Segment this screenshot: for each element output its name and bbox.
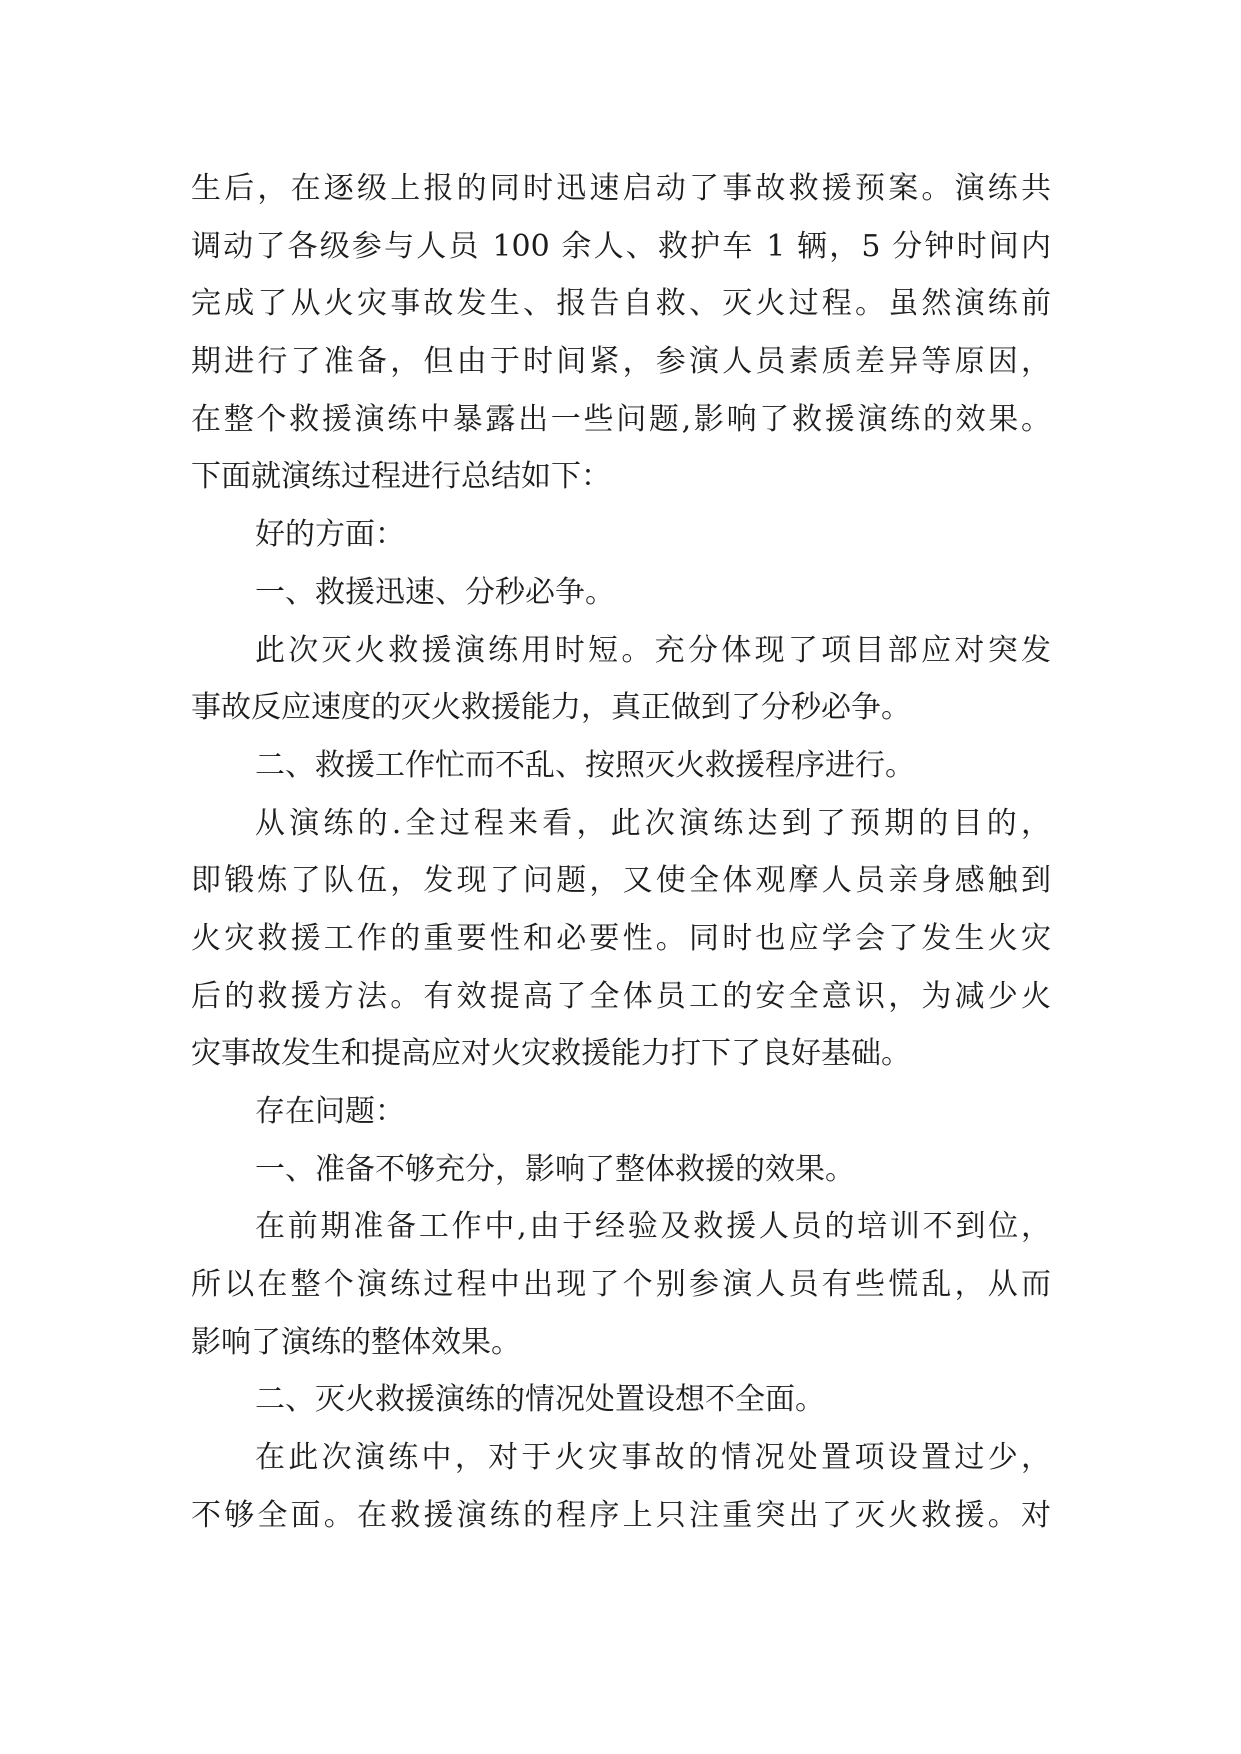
- text-line: 后的救援方法。有效提高了全体员工的安全意识，为减少火: [191, 978, 1051, 1014]
- text-line: 不够全面。在救援演练的程序上只注重突出了灭火救援。对: [191, 1497, 1051, 1533]
- text-line: 火灾救援工作的重要性和必要性。同时也应学会了发生火灾: [191, 920, 1051, 956]
- point-heading: 一、准备不够充分，影响了整体救援的效果。: [255, 1151, 855, 1187]
- text-line: 灾事故发生和提高应对火灾救援能力打下了良好基础。: [191, 1036, 911, 1072]
- section-heading-problems: 存在问题：: [255, 1094, 405, 1129]
- text-line: 在前期准备工作中,由于经验及救援人员的培训不到位，: [255, 1209, 1051, 1245]
- text-line: 即锻炼了队伍，发现了问题，又使全体观摩人员亲身感触到: [191, 863, 1051, 899]
- text-line: 此次灭火救援演练用时短。充分体现了项目部应对突发: [255, 632, 1051, 668]
- text-line: 期进行了准备，但由于时间紧，参演人员素质差异等原因，: [191, 344, 1051, 380]
- point-heading: 二、灭火救援演练的情况处置设想不全面。: [255, 1382, 825, 1418]
- text-line: 影响了演练的整体效果。: [191, 1324, 521, 1360]
- text-line: 在此次演练中，对于火灾事故的情况处置项设置过少，: [255, 1440, 1051, 1476]
- point-heading: 二、救援工作忙而不乱、按照灭火救援程序进行。: [255, 747, 915, 783]
- text-line: 调动了各级参与人员 100 余人、救护车 1 辆，5 分钟时间内: [191, 228, 1051, 264]
- point-heading: 一、救援迅速、分秒必争。: [255, 574, 615, 610]
- text-line: 从演练的.全过程来看，此次演练达到了预期的目的，: [255, 805, 1051, 841]
- section-heading-good: 好的方面：: [255, 517, 405, 553]
- text-line: 事故反应速度的灭火救援能力，真正做到了分秒必争。: [191, 690, 911, 726]
- text-line: 下面就演练过程进行总结如下：: [191, 459, 611, 495]
- text-line: 所以在整个演练过程中出现了个别参演人员有些慌乱，从而: [191, 1267, 1051, 1303]
- text-line: 完成了从火灾事故发生、报告自救、灭火过程。虽然演练前: [191, 286, 1051, 322]
- text-line: 在整个救援演练中暴露出一些问题,影响了救援演练的效果。: [191, 401, 1051, 437]
- text-line: 生后，在逐级上报的同时迅速启动了事故救援预案。演练共: [191, 171, 1051, 206]
- document-body: [191, 160, 1051, 1545]
